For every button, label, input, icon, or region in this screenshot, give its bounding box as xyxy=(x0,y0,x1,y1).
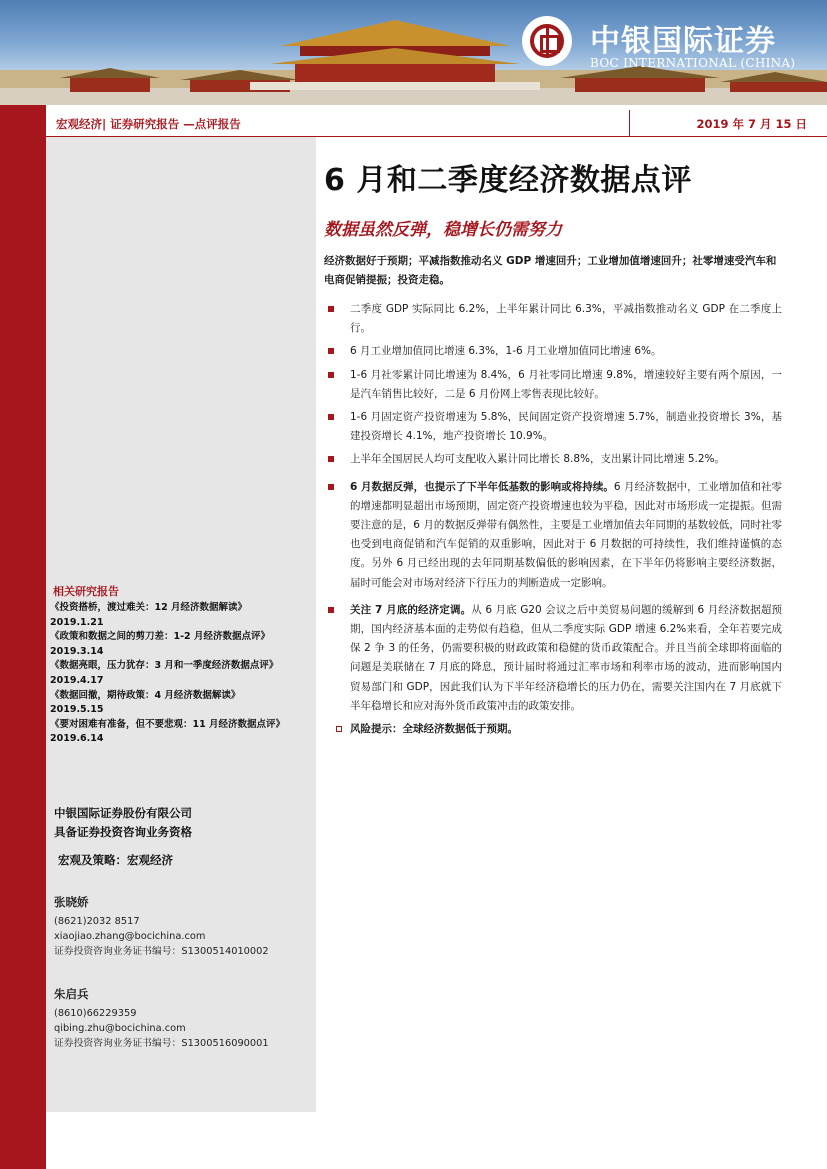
analyst-name: 朱启兵 xyxy=(54,987,89,1001)
sidebar xyxy=(46,137,316,1112)
strategy-label: 宏观及策略：宏观经济 xyxy=(58,853,173,867)
analyst-card xyxy=(54,987,314,1051)
related-reports-title: 相关研究报告 xyxy=(53,585,119,598)
report-lead: 经济数据好于预期；平减指数推动名义 GDP 增速回升；工业增加值增速回升；社零增速受汽车和电商促销提振；投资走稳。 xyxy=(324,255,777,286)
related-report[interactable]: 《投资搭桥，渡过难关：12 月经济数据解读》 2019.1.21 xyxy=(50,602,248,628)
brand-name-cn: 中银国际证券 xyxy=(590,24,776,59)
analyst-card xyxy=(54,895,314,959)
analyst-cert: 证券投资咨询业务证书编号：S1300514010002 xyxy=(54,946,269,957)
date-box xyxy=(629,110,827,137)
report-info-bar xyxy=(46,110,827,137)
analyst-phone: (8621)2032 8517 xyxy=(54,916,140,927)
related-report[interactable]: 《数据回撤，期待政策：4 月经济数据解读》 2019.5.15 xyxy=(50,689,241,716)
analysis-section: 6 月数据反弹，也提示了下半年低基数的影响或将持续。6 月经济数据中，工业增加值和社零的增速都明显超出市场预期，固定资产投资增速也较为平稳，因此对市场形成一定提振。但需要注意的是，6 月的数据反弹带有偶然性，主要是工业增加值去年同期的基数较低，同时社零也受到电商促销和汽车促销的双重影响，因此对于 6 月数据的可持续性，我们维持谨慎的态度。另外 6 月已经出现的去年同期基数偏低的影响因素，在下半年仍将影响主要经济数据，届时可能会对市场对经济下行压力的判断造成一定影响。 xyxy=(322,478,782,593)
summary-bullet: 6 月工业增加值同比增速 6.3%，1-6 月工业增加值同比增速 6%。 xyxy=(322,342,782,361)
summary-bullet: 1-6 月固定资产投资增速为 5.8%，民间固定资产投资增速 5.7%，制造业投资增长 3%，基建投资增长 4.1%，地产投资增长 10.9%。 xyxy=(322,408,782,446)
square-bullet-icon xyxy=(328,414,334,420)
related-reports-list xyxy=(50,601,312,747)
analysis-section: 关注 7 月底的经济定调。从 6 月底 G20 会议之后中美贸易问题的缓解到 6 月经济数据超预期，国内经济基本面的走势似有趋稳，但从二季度实际 GDP 增速 6.2%来看，全年若要完成保 2 争 3 的任务，仍需要积极的财政政策和稳健的货币政策配合。并且当前全球即将面临的问题是美联储在 7 月底的降息，预计届时将通过汇率市场和利率市场的波动，进而影响国内贸易部门和 GDP，因此我们认为下半年经济稳增长的压力仍在，需要关注国内在 7 月底就下半年稳增长和应对海外货币政策冲击的政策安排。 xyxy=(322,601,782,716)
square-bullet-icon xyxy=(336,726,342,732)
boc-logo-icon xyxy=(522,16,572,66)
report-category: 宏观经济| 证券研究报告 —点评报告 xyxy=(56,117,241,131)
analyst-email[interactable]: xiaojiao.zhang@bocichina.com xyxy=(54,931,206,942)
analyst-email[interactable]: qibing.zhu@bocichina.com xyxy=(54,1023,186,1034)
left-accent-strip xyxy=(0,105,46,1169)
summary-bullet: 上半年全国居民人均可支配收入累计同比增长 8.8%，支出累计同比增速 5.2%。 xyxy=(322,450,782,469)
summary-bullet: 1-6 月社零累计同比增速为 8.4%，6 月社零同比增速 9.8%，增速较好主要有两个原因，一是汽车销售比较好，二是 6 月份网上零售表现比较好。 xyxy=(322,366,782,404)
report-subtitle: 数据虽然反弹，稳增长仍需努力 xyxy=(324,220,562,240)
summary-bullets xyxy=(322,300,782,739)
report-title: 6 月和二季度经济数据点评 xyxy=(324,163,692,198)
related-report[interactable]: 《数据亮眼，压力犹存：3 月和一季度经济数据点评》 2019.4.17 xyxy=(50,660,279,686)
related-report[interactable]: 《政策和数据之间的剪刀差：1-2 月经济数据点评》 2019.3.14 xyxy=(50,631,270,657)
square-bullet-icon xyxy=(328,484,334,490)
analyst-cert: 证券投资咨询业务证书编号：S1300516090001 xyxy=(54,1038,269,1049)
square-bullet-icon xyxy=(328,306,334,312)
company-info: 中银国际证券股份有限公司 具备证券投资咨询业务资格 xyxy=(54,806,192,839)
header-banner xyxy=(0,0,827,105)
brand-name-en: BOC INTERNATIONAL (CHINA) xyxy=(590,56,796,70)
risk-note: 风险提示：全球经济数据低于预期。 xyxy=(322,720,782,739)
analyst-phone: (8610)66229359 xyxy=(54,1008,137,1019)
square-bullet-icon xyxy=(328,456,334,462)
square-bullet-icon xyxy=(328,607,334,613)
square-bullet-icon xyxy=(328,372,334,378)
analyst-name: 张晓娇 xyxy=(54,895,89,909)
square-bullet-icon xyxy=(328,348,334,354)
related-report[interactable]: 《要对困难有准备，但不要悲观：11 月经济数据点评》 2019.6.14 xyxy=(50,718,286,745)
summary-bullet: 二季度 GDP 实际同比 6.2%，上半年累计同比 6.3%，平减指数推动名义 GDP 在二季度上行。 xyxy=(322,300,782,338)
report-date: 2019 年 7 月 15 日 xyxy=(696,117,807,131)
